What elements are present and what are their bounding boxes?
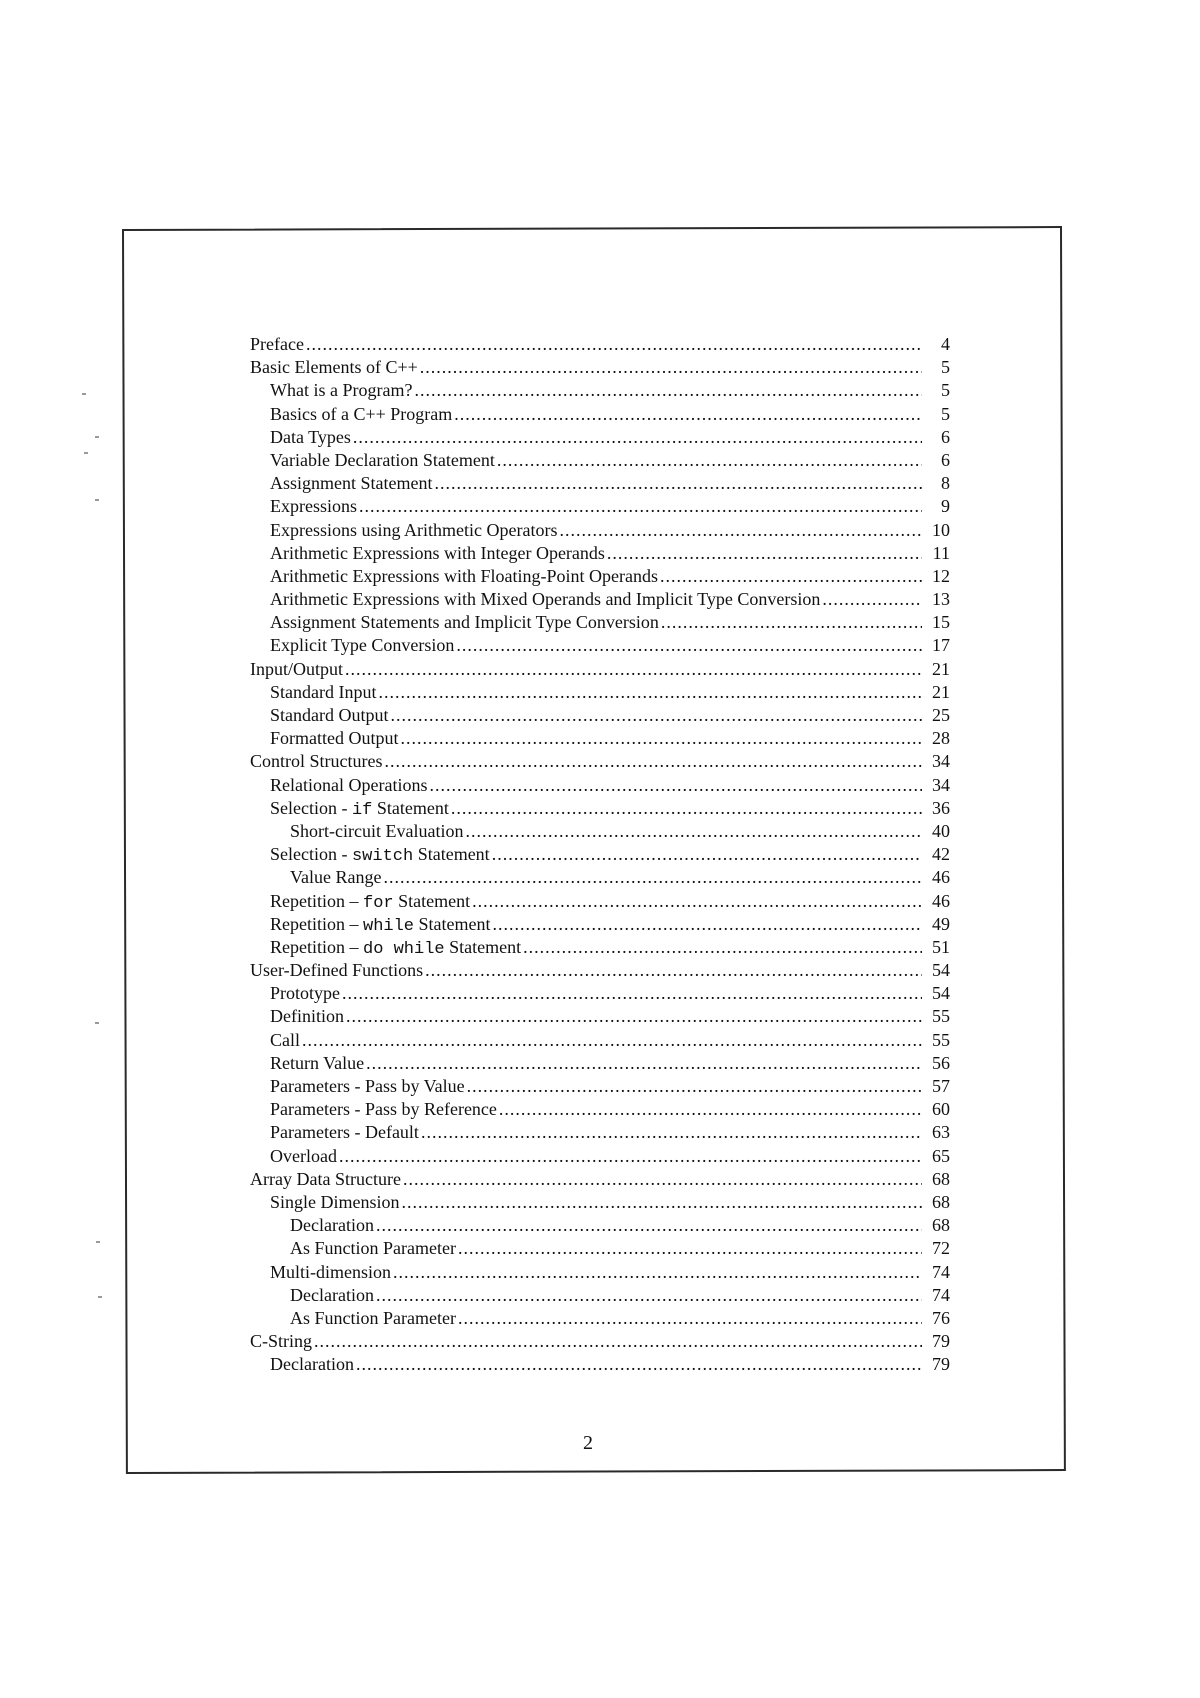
- toc-entry-page: 5: [941, 403, 950, 424]
- dot-leader: [451, 797, 922, 820]
- toc-entry-title-text: Overload: [270, 1145, 337, 1166]
- toc-entry-page: 15: [932, 612, 950, 633]
- toc-entry-page: 10: [932, 519, 950, 540]
- toc-entry-title-text: Data Types: [270, 426, 351, 447]
- toc-entry-title-text: Explicit Type Conversion: [270, 635, 455, 656]
- toc-entry-page: 5: [941, 380, 950, 401]
- toc-entry: [250, 1098, 950, 1121]
- toc-entry: [250, 379, 950, 402]
- toc-entry: [250, 1191, 950, 1214]
- toc-entry-page: 28: [932, 728, 950, 749]
- toc-entry: [250, 449, 950, 472]
- toc-entry-title: [270, 611, 659, 634]
- toc-entry-keyword: while: [363, 916, 415, 936]
- toc-entry-page: 57: [932, 1076, 950, 1096]
- toc-entry: [250, 495, 950, 518]
- toc-entry-title-text: Preface: [250, 334, 304, 354]
- dot-leader: [314, 1330, 922, 1353]
- toc-entry-page: 4: [941, 334, 950, 354]
- toc-entry-title: [270, 797, 449, 822]
- toc-entry-title: [250, 750, 383, 773]
- toc-entry: [250, 1214, 950, 1237]
- toc-entry-title: [270, 1145, 337, 1168]
- toc-entry-page: 54: [932, 983, 950, 1004]
- toc-entry-title: [270, 542, 605, 565]
- toc-entry-title-text: Standard Output: [270, 705, 389, 725]
- toc-entry-page: 51: [932, 936, 950, 957]
- toc-entry: [250, 542, 950, 565]
- toc-entry-page: 74: [932, 1261, 950, 1282]
- toc-entry-title: [270, 565, 658, 588]
- toc-entry-page: 36: [932, 797, 950, 818]
- toc-entry-title: [290, 866, 381, 889]
- toc-entry: [250, 565, 950, 588]
- dot-leader: [499, 1098, 922, 1121]
- toc-entry: [250, 1075, 950, 1098]
- toc-entry-page: 56: [932, 1052, 950, 1073]
- toc-entry-title: [270, 1121, 419, 1144]
- toc-entry-title-text: Return Value: [270, 1052, 365, 1073]
- toc-entry-title: [270, 426, 351, 449]
- toc-entry: [250, 1145, 950, 1168]
- dot-leader: [402, 1191, 923, 1214]
- toc-entry-title-text: Declaration: [290, 1284, 374, 1305]
- toc-entry-title: [250, 1330, 312, 1353]
- toc-entry: [250, 704, 950, 727]
- dot-leader: [401, 727, 923, 750]
- dot-leader: [414, 379, 922, 402]
- toc-entry: [250, 797, 950, 820]
- dot-leader: [342, 982, 922, 1005]
- toc-entry-title: [270, 472, 432, 495]
- dot-leader: [403, 1168, 922, 1191]
- dot-leader: [492, 843, 922, 866]
- toc-entry: [250, 750, 950, 773]
- toc-entry-title: [270, 449, 495, 472]
- toc-entry-keyword: for: [363, 893, 394, 913]
- toc-entry-title-text: Single Dimension: [270, 1191, 400, 1212]
- toc-entry-title: [290, 1237, 456, 1260]
- dot-leader: [497, 449, 922, 472]
- toc-entry: [250, 426, 950, 449]
- scan-speck: [95, 436, 99, 438]
- toc-entry: [250, 333, 950, 356]
- toc-entry-title-text: Declaration: [270, 1354, 354, 1375]
- toc-entry: [250, 866, 950, 889]
- toc-entry-title-text: Expressions using Arithmetic Operators: [270, 519, 558, 540]
- dot-leader: [339, 1145, 922, 1168]
- dot-leader: [660, 565, 922, 588]
- toc-entry-title-text: Definition: [270, 1006, 344, 1027]
- toc-entry: [250, 1284, 950, 1307]
- toc-entry-keyword: if: [351, 800, 373, 820]
- dot-leader: [393, 1261, 922, 1284]
- toc-entry-title-text: Assignment Statements and Implicit Type Conversion: [270, 612, 659, 633]
- toc-entry-page: 55: [932, 1029, 950, 1050]
- toc-entry-page: 8: [941, 473, 950, 494]
- dot-leader: [353, 426, 922, 449]
- toc-entry-title-text: C-String: [250, 1331, 313, 1352]
- dot-leader: [661, 611, 922, 634]
- toc-entry-title: [290, 820, 463, 843]
- dot-leader: [456, 634, 922, 657]
- toc-entry-title-text: Assignment Statement: [270, 473, 433, 494]
- toc-entry-title: [270, 936, 521, 961]
- toc-entry: [250, 403, 950, 426]
- toc-entry-title: [270, 495, 357, 518]
- toc-entry: [250, 890, 950, 913]
- toc-entry-page: 76: [932, 1307, 950, 1328]
- dot-leader: [458, 1307, 922, 1330]
- toc-entry: [250, 1330, 950, 1353]
- toc-entry-title-text: Call: [270, 1029, 300, 1050]
- dot-leader: [467, 1075, 922, 1098]
- toc-entry-page: 17: [932, 635, 950, 656]
- toc-entry-title-text: Relational Operations: [270, 774, 428, 795]
- toc-entry-title: [270, 1098, 497, 1121]
- toc-entry-page: 55: [932, 1006, 950, 1027]
- toc-entry-page: 54: [932, 960, 950, 981]
- toc-entry-page: 46: [932, 867, 950, 888]
- toc-entry-title-text: Repetition –: [270, 936, 363, 957]
- toc-entry-page: 49: [932, 913, 950, 934]
- toc-entry-page: 34: [932, 751, 950, 772]
- toc-entry-title-suffix: Statement: [393, 890, 471, 911]
- dot-leader: [356, 1353, 922, 1376]
- scan-speck: [95, 1022, 99, 1024]
- toc-entry-title-text: Multi-dimension: [270, 1261, 391, 1282]
- toc-entry-title-text: Parameters - Pass by Reference: [270, 1099, 497, 1120]
- toc-entry-title: [270, 1052, 364, 1075]
- toc-entry-title: [270, 727, 399, 750]
- toc-entry-title: [290, 1214, 374, 1237]
- dot-leader: [458, 1237, 922, 1260]
- toc-entry-title-text: Arithmetic Expressions with Floating-Point Operands: [270, 565, 658, 586]
- toc-entry-title-text: Parameters - Default: [270, 1122, 419, 1143]
- toc-entry: [250, 588, 950, 611]
- toc-entry-title: [290, 1284, 374, 1307]
- toc-entry-title: [270, 890, 470, 915]
- dot-leader: [345, 658, 922, 681]
- dot-leader: [607, 542, 922, 565]
- toc-entry-title: [250, 1168, 401, 1191]
- dot-leader: [383, 866, 922, 889]
- toc-entry-title: [270, 1005, 344, 1028]
- toc-entry: [250, 820, 950, 843]
- table-of-contents: [250, 333, 950, 1376]
- toc-entry-title: [270, 1261, 391, 1284]
- dot-leader: [465, 820, 922, 843]
- toc-entry-title-text: Parameters - Pass by Value: [270, 1076, 465, 1096]
- toc-entry-page: 42: [932, 844, 950, 865]
- toc-entry-page: 6: [941, 449, 950, 470]
- scan-speck: [82, 393, 86, 395]
- toc-entry-title: [270, 403, 452, 426]
- toc-entry: [250, 1261, 950, 1284]
- dot-leader: [420, 356, 922, 379]
- dot-leader: [472, 890, 922, 913]
- toc-entry-title-text: Input/Output: [250, 658, 343, 679]
- dot-leader: [425, 959, 922, 982]
- scan-speck: [84, 452, 88, 454]
- toc-entry: [250, 774, 950, 797]
- toc-entry: [250, 1121, 950, 1144]
- toc-entry-page: 12: [932, 565, 950, 586]
- toc-entry-title: [270, 913, 491, 938]
- dot-leader: [366, 1052, 922, 1075]
- toc-entry: [250, 658, 950, 681]
- toc-entry-page: 5: [941, 357, 950, 378]
- dot-leader: [346, 1005, 922, 1028]
- toc-entry-title-text: Control Structures: [250, 751, 383, 772]
- toc-entry: [250, 472, 950, 495]
- toc-entry-title-text: Selection -: [270, 797, 352, 818]
- toc-entry-title-text: Short-circuit Evaluation: [290, 820, 464, 841]
- toc-entry-title-text: Standard Input: [270, 681, 377, 702]
- toc-entry-title: [250, 959, 423, 982]
- toc-entry: [250, 681, 950, 704]
- toc-entry-title: [270, 1029, 300, 1052]
- toc-entry-page: 21: [932, 658, 950, 679]
- toc-entry: [250, 1005, 950, 1028]
- toc-entry-title-text: Declaration: [290, 1215, 374, 1236]
- dot-leader: [429, 774, 922, 797]
- toc-entry-title-text: Prototype: [270, 983, 340, 1004]
- toc-entry-title-text: Basic Elements of C++: [250, 357, 418, 378]
- toc-entry-title: [290, 1307, 456, 1330]
- toc-entry-title: [270, 843, 490, 868]
- dot-leader: [385, 750, 923, 773]
- dot-leader: [391, 704, 923, 727]
- toc-entry: [250, 959, 950, 982]
- toc-entry-title: [250, 333, 304, 356]
- toc-entry: [250, 1353, 950, 1376]
- toc-entry-title: [270, 982, 340, 1005]
- toc-entry-keyword: switch: [351, 847, 414, 867]
- toc-entry: [250, 1307, 950, 1330]
- toc-entry-title: [270, 634, 454, 657]
- dot-leader: [376, 1214, 922, 1237]
- scan-speck: [98, 1296, 102, 1298]
- toc-entry-title: [250, 658, 343, 681]
- toc-entry: [250, 634, 950, 657]
- toc-entry-page: 40: [932, 820, 950, 841]
- toc-entry-keyword: do while: [363, 939, 445, 959]
- dot-leader: [559, 519, 922, 542]
- toc-entry: [250, 1029, 950, 1052]
- dot-leader: [378, 681, 922, 704]
- toc-entry-title: [270, 379, 412, 402]
- toc-entry-page: 34: [932, 774, 950, 795]
- scan-speck: [96, 1241, 100, 1243]
- toc-entry-title-suffix: Statement: [413, 844, 490, 865]
- toc-entry: [250, 356, 950, 379]
- scan-speck: [95, 499, 99, 501]
- toc-entry-title-text: Basics of a C++ Program: [270, 403, 453, 424]
- page-number: 2: [583, 1432, 593, 1454]
- toc-entry-title-text: Repetition –: [270, 913, 363, 934]
- toc-entry-title: [270, 774, 427, 797]
- toc-entry-page: 13: [932, 589, 950, 610]
- toc-entry: [250, 843, 950, 866]
- toc-entry-title-text: Arithmetic Expressions with Mixed Operands and Implicit Type Conversion: [270, 589, 821, 610]
- toc-entry-title-suffix: Statement: [372, 797, 449, 818]
- toc-entry-page: 79: [932, 1354, 950, 1375]
- toc-entry-title: [270, 1191, 400, 1214]
- toc-entry-page: 68: [932, 1191, 950, 1212]
- toc-entry-title: [270, 1075, 465, 1098]
- toc-entry: [250, 1168, 950, 1191]
- toc-entry-page: 46: [932, 890, 950, 911]
- toc-entry-page: 68: [932, 1215, 950, 1236]
- dot-leader: [359, 495, 922, 518]
- dot-leader: [493, 913, 923, 936]
- toc-entry-page: 11: [932, 542, 950, 563]
- toc-entry-title-text: Selection -: [270, 844, 352, 865]
- toc-entry: [250, 1052, 950, 1075]
- toc-entry-title-text: Variable Declaration Statement: [270, 449, 495, 470]
- toc-entry-title-text: User-Defined Functions: [250, 960, 424, 981]
- dot-leader: [822, 588, 922, 611]
- toc-entry-title-text: Repetition –: [270, 890, 363, 911]
- toc-entry-title: [270, 519, 557, 542]
- toc-entry-page: 60: [932, 1099, 950, 1120]
- toc-entry: [250, 913, 950, 936]
- toc-entry-page: 68: [932, 1168, 950, 1189]
- toc-entry-page: 25: [932, 705, 950, 725]
- toc-entry: [250, 519, 950, 542]
- toc-entry-title-text: As Function Parameter: [290, 1307, 456, 1328]
- toc-entry-page: 63: [932, 1122, 950, 1143]
- toc-entry: [250, 936, 950, 959]
- toc-entry-title-text: Arithmetic Expressions with Integer Operands: [270, 542, 605, 563]
- toc-entry-page: 21: [932, 681, 950, 702]
- dot-leader: [434, 472, 922, 495]
- toc-entry-title-text: Formatted Output: [270, 728, 399, 749]
- toc-entry-page: 9: [941, 496, 950, 517]
- dot-leader: [376, 1284, 922, 1307]
- toc-entry: [250, 982, 950, 1005]
- toc-entry-title-text: As Function Parameter: [290, 1238, 456, 1259]
- dot-leader: [306, 333, 922, 356]
- toc-entry-page: 6: [941, 426, 950, 447]
- toc-entry-title: [270, 588, 820, 611]
- toc-entry: [250, 1237, 950, 1260]
- dot-leader: [302, 1029, 922, 1052]
- toc-entry-title-suffix: Statement: [444, 936, 522, 957]
- toc-entry-title: [250, 356, 418, 379]
- toc-entry-title: [270, 681, 376, 704]
- toc-entry: [250, 727, 950, 750]
- toc-entry-page: 79: [932, 1331, 950, 1352]
- toc-entry: [250, 611, 950, 634]
- dot-leader: [454, 403, 922, 426]
- toc-entry-title-suffix: Statement: [414, 913, 491, 934]
- dot-leader: [421, 1121, 922, 1144]
- toc-entry-title-text: What is a Program?: [270, 380, 413, 401]
- dot-leader: [523, 936, 922, 959]
- toc-entry-page: 65: [932, 1145, 950, 1166]
- toc-entry-title-text: Value Range: [290, 867, 382, 888]
- toc-entry-title-text: Array Data Structure: [250, 1168, 401, 1189]
- toc-entry-page: 74: [932, 1284, 950, 1305]
- toc-entry-title-text: Expressions: [270, 496, 357, 517]
- toc-entry-title: [270, 704, 389, 727]
- toc-entry-title: [270, 1353, 354, 1376]
- toc-entry-page: 72: [932, 1238, 950, 1259]
